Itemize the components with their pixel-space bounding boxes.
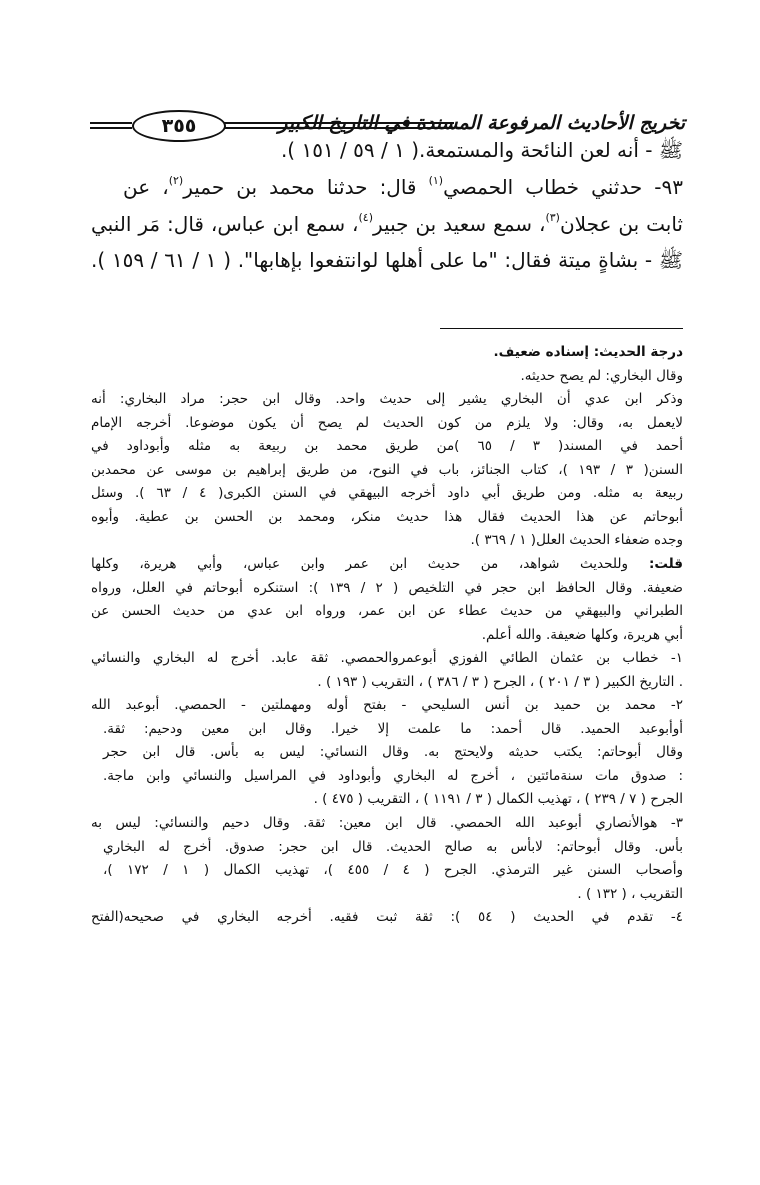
footnote-separator [440,328,683,329]
footnote-ref: (٣) [545,211,560,224]
footnote-line [91,485,683,501]
footnote-line [103,839,683,855]
footnote-text: السنن( ٣ / ١٩٣ )، كتاب الجنائز، باب في النوح، من طريق إبراهيم بن موسى عن محمدبن [91,461,683,478]
footnote-ref: (١) [428,174,444,187]
text: ، سمع ابن عباس، قال: مَر النبي [91,211,359,236]
footnote-line [91,415,683,431]
hadith-text-line: ﷺ - أنه لعن النائحة والمستمعة.( ١ / ٥٩ / ١٥١ ). [280,138,683,162]
footnote-line [91,603,683,619]
footnote-line [91,697,683,713]
footnote-line [91,391,683,407]
footnote-text: ربيعة به مثله. ومن طريق أبي داود أخرجه البيهقي في السنن الكبرى( ٤ / ٦٣ ). وسئل [91,485,683,502]
footnote-line [103,791,683,807]
footnote-text: ٢- محمد بن حميد بن أنس السليحي - بفتح أوله ومهملتين - الحمصي. أبوعبد الله [91,697,683,714]
text: ، عن [123,174,169,199]
text: ، سمع سعيد بن جبير [373,211,546,236]
footnote-text: أبي هريرة، وكلها ضعيفة. والله أعلم. [481,626,683,643]
hadith-text-line: ﷺ - بشاةٍ ميتة فقال: "ما على أهلها لوانتفعوا بإهابها". ( ١ / ٦١ / ١٥٩ ). [91,248,683,272]
footnote-text: وجده ضعفاء الحديث العلل( ١ / ٣٦٩ ). [470,532,683,549]
page-number: ٣٥٥ [132,110,226,142]
footnote-line [91,580,683,596]
footnote-line [103,768,683,784]
footnote-text: الجرح ( ٧ / ٢٣٩ ) ، تهذيب الكمال ( ٣ / ١١٩١ ) ، التقريب ( ٤٧٥ ) . [313,791,683,808]
footnote-text: لايعمل به، وقال: ولا يلزم من كون الحديث لم يصح أن يكون موضوعا. أخرجه الإمام [91,414,683,431]
footnote-line [91,368,683,384]
footnote-line [91,650,683,666]
text: ٩٣- حدثني خطاب الحمصي [443,174,683,199]
footnote-line [91,462,683,478]
footnote-line [91,627,683,643]
footnote-line [103,721,683,737]
footnote-text: الطبراني والبيهقي من حديث عطاء عن ابن عمر، ورواه ابن عدي من حديث الحسن عن [91,603,683,620]
footnote-text: . التاريخ الكبير ( ٣ / ٢٠١ ) ، الجرح ( ٣ / ٣٨٦ ) ، التقريب ( ١٩٣ ) . [317,673,683,690]
footnote-line [103,862,683,878]
footnote-line [91,532,683,548]
footnote-line [91,344,683,360]
footnote-text: ١- خطاب بن عثمان الطائي الفوزي أبوعمروالحمصي. ثقة عابد. أخرج له البخاري والنسائي [91,650,683,667]
footnote-ref: (٤) [358,211,374,224]
footnote-text: : صدوق مات سنةمائتين ، أخرج له البخاري وأبوداود في المراسيل والنسائي وابن ماجة. [103,767,683,784]
footnote-text: وذكر ابن عدي أن البخاري يشير إلى حديث واحد. وقال ابن حجر: مراد البخاري: أنه [91,391,683,408]
footnote-line [103,744,683,760]
book-title: تخريج الأحاديث المرفوعة المسندة في التاريخ الكبير [278,112,685,134]
hadith-93-line [123,174,683,199]
footnote-line [103,886,683,902]
footnote-line [91,815,683,831]
footnote-text: أحمد في المسند( ٣ / ٦٥ )من طريق محمد بن ربيعة به مثله وأبوداود في [91,438,683,455]
text: ثابت بن عجلان [559,211,683,236]
footnote-line [91,509,683,525]
bold-label: درجة الحديث: إسناده ضعيف. [493,344,683,360]
footnote-line [91,438,683,454]
bold-label: قلت: [627,555,683,572]
footnote-line [91,556,683,572]
footnote-text: وأصحاب السنن غير الترمذي. الجرح ( ٤ / ٤٥٥ )، تهذيب الكمال ( ١ / ١٧٢ )، [103,862,683,879]
footnote-text: وقال البخاري: لم يصح حديثه. [520,367,683,384]
text: قال: حدثنا محمد بن حمير [183,174,429,199]
footnote-text: وللحديث شواهد، من حديث ابن عمر وابن عباس، وأبي هريرة، وكلها [91,555,628,572]
header-rule-left [90,122,132,129]
hadith-text-line [91,211,683,236]
footnote-text: ٤- تقدم في الحديث ( ٥٤ ): ثقة ثبت فقيه. أخرجه البخاري في صحيحه(الفتح [91,909,684,926]
footnote-text: أوأبوعبد الحميد. قال أحمد: ما علمت إلا خيرا. وقال ابن معين ودحيم: ثقة. [103,720,683,737]
footnote-text: ضعيفة. وقال الحافظ ابن حجر في التلخيص ( ٢ / ١٣٩ ): استنكره أبوحاتم في العلل، ورواه [91,579,683,596]
footnote-ref: (٢) [168,174,184,187]
footnote-text: أبوحاتم عن هذا الحديث فقال هذا حديث منكر، ومحمد بن الحسن بن عطية. وأبوه [91,508,683,525]
footnote-line [103,674,683,690]
header-rule-right [224,122,454,129]
footnote-text: بأس. وقال أبوحاتم: لابأس به صالح الحديث. قال ابن حجر: صدوق. أخرج له البخاري [103,838,683,855]
footnote-line [91,909,683,925]
footnote-text: وقال أبوحاتم: يكتب حديثه ولايحتج به. وقال النسائي: ليس به بأس. قال ابن حجر [103,744,683,761]
footnote-text: التقريب ، ( ١٣٢ ) . [577,885,683,902]
footnote-text: ٣- هوالأنصاري أبوعبد الله الحمصي. قال ابن معين: ثقة. وقال دحيم والنسائي: ليس به [91,815,683,831]
